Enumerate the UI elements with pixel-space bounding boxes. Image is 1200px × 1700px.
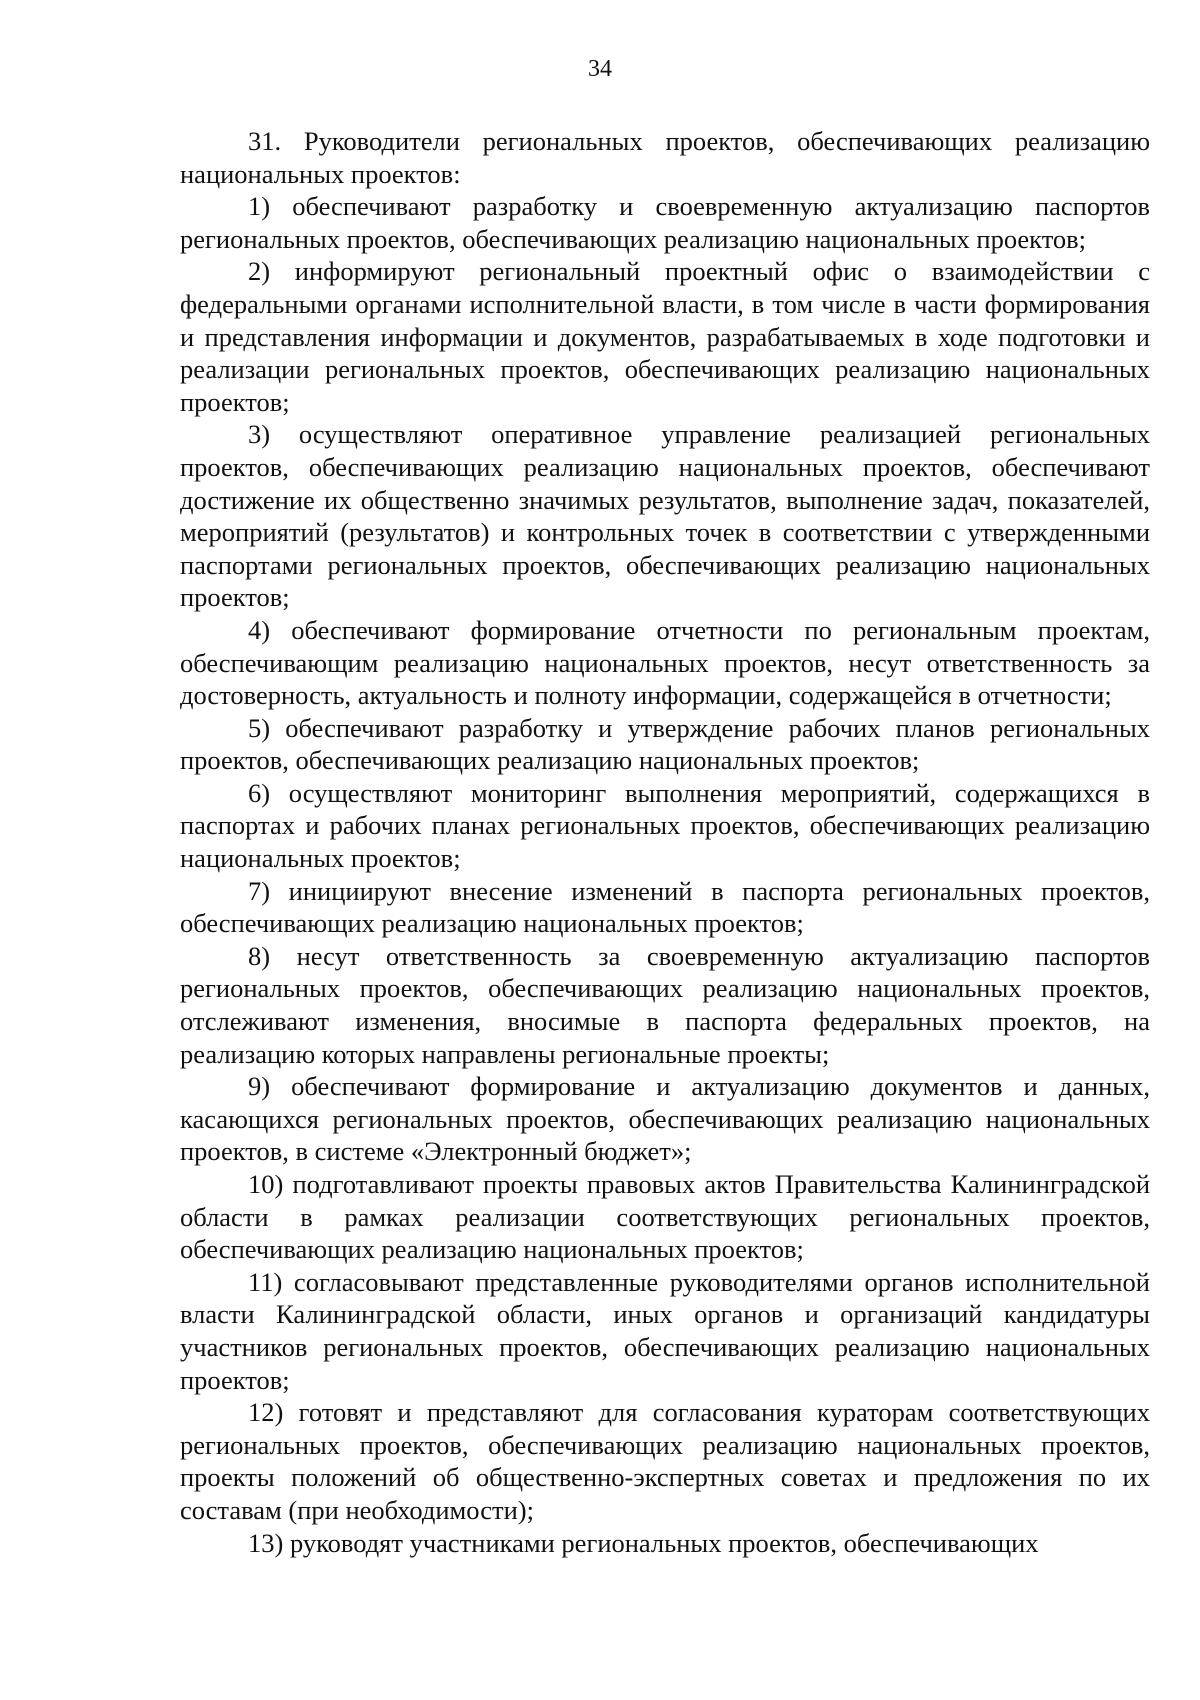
list-item-12: 12) готовят и представляют для согласования кураторам соответствующих региональных проектов, обеспечивающих реализацию национальных проектов, проекты положений об общественно-экспертных советах и предложения по их составам (при необходимости); xyxy=(180,1397,1150,1525)
paragraph-31: 31. Руководители региональных проектов, обеспечивающих реализацию национальных проектов: xyxy=(180,126,1150,189)
list-item-8: 8) несут ответственность за своевременную актуализацию паспортов региональных проектов, обеспечивающих реализацию национальных проектов, отслеживают изменения, вносимые в паспорта федеральных проектов, на реализацию которых направлены региональные проекты; xyxy=(180,940,1150,1069)
list-item-1: 1) обеспечивают разработку и своевременную актуализацию паспортов региональных проектов, обеспечивающих реализацию национальных проектов; xyxy=(180,191,1150,254)
document-body xyxy=(180,125,1150,1559)
list-item-2: 2) информируют региональный проектный офис о взаимодействии с федеральными органами исполнительной власти, в том числе в части формирования и представления информации и документов, разрабатываемых в ходе подготовки и реализации региональных проектов, обеспечивающих реализацию национальных проектов; xyxy=(180,256,1150,417)
list-item-4: 4) обеспечивают формирование отчетности по региональным проектам, обеспечивающим реализацию национальных проектов, несут ответственность за достоверность, актуальность и полноту информации, содержащейся в отчетности; xyxy=(180,614,1150,711)
list-item-13: 13) руководят участниками региональных проектов, обеспечивающих xyxy=(248,1527,1039,1558)
list-item-6: 6) осуществляют мониторинг выполнения мероприятий, содержащихся в паспортах и рабочих планах региональных проектов, обеспечивающих реализацию национальных проектов; xyxy=(180,777,1150,874)
list-item-7: 7) инициируют внесение изменений в паспорта региональных проектов, обеспечивающих реализацию национальных проектов; xyxy=(180,875,1150,939)
list-item-9: 9) обеспечивают формирование и актуализацию документов и данных, касающихся региональных проектов, обеспечивающих реализацию национальных проектов, в системе «Электронный бюджет»; xyxy=(180,1071,1150,1167)
list-item-10: 10) подготавливают проекты правовых актов Правительства Калининградской области в рамках реализации соответствующих региональных проектов, обеспечивающих реализацию национальных проектов; xyxy=(180,1169,1150,1265)
list-item-11: 11) согласовывают представленные руководителями органов исполнительной власти Калининградской области, иных органов и организаций кандидатуры участников региональных проектов, обеспечивающих реализацию национальных проектов; xyxy=(180,1266,1150,1395)
page-number: 34 xyxy=(588,56,612,82)
list-item-3: 3) осуществляют оперативное управление реализацией региональных проектов, обеспечивающих реализацию национальных проектов, обеспечивают достижение их общественно значимых результатов, выполнение задач, показателей, мероприятий (результатов) и контрольных точек в соответствии с утвержденными паспортами региональных проектов, обеспечивающих реализацию национальных проектов; xyxy=(180,419,1150,613)
list-item-5: 5) обеспечивают разработку и утверждение рабочих планов региональных проектов, обеспечивающих реализацию национальных проектов; xyxy=(180,712,1150,776)
